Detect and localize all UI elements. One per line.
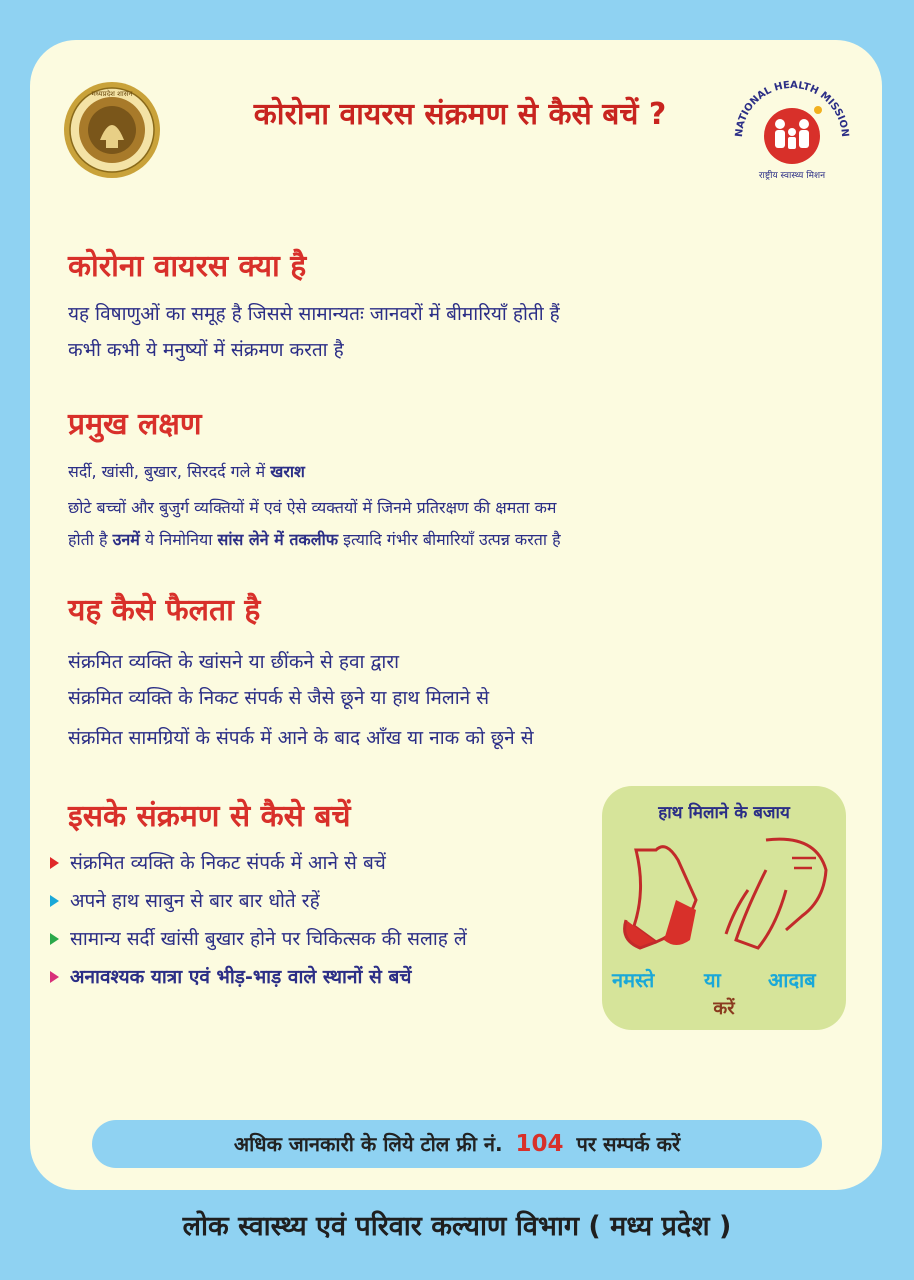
department-footer: लोक स्वास्थ्य एवं परिवार कल्याण विभाग ( मध्य प्रदेश ) — [182, 1211, 732, 1242]
list-item: संक्रमित व्यक्ति के निकट संपर्क में आने से बचें — [46, 848, 606, 878]
mp-government-emblem-icon — [62, 80, 162, 180]
prevention-list — [46, 848, 606, 1000]
folded-hands-illustration-icon — [616, 830, 832, 960]
spread-line-2: संक्रमित व्यक्ति के निकट संपर्क से जैसे छूने या हाथ मिलाने से — [68, 687, 490, 709]
what-line-1: यह विषाणुओं का समूह है जिससे सामान्यतः जानवरों में बीमारियाँ होती हैं — [68, 303, 560, 325]
bullet-triangle-icon — [50, 857, 59, 869]
list-item: अपने हाथ साबुन से बार बार धोते रहें — [46, 886, 606, 916]
emblem-text: मध्यप्रदेश शासन — [91, 90, 133, 98]
helpline-banner — [92, 1120, 822, 1168]
bullet-triangle-icon — [50, 895, 59, 907]
symptoms-line-3: होती है उनमें ये निमोनिया सांस लेने में तकलीफ इत्यादि गंभीर बीमारियाँ उत्पन्न करता है — [68, 530, 561, 549]
greeting-box-title: हाथ मिलाने के बजाय — [658, 803, 790, 823]
heading-prevention: इसके संक्रमण से कैसे बचें — [68, 799, 351, 834]
heading-what-is-corona: कोरोना वायरस क्या है — [68, 249, 307, 284]
helpline-text-after: पर सम्पर्क करें — [576, 1132, 681, 1156]
greeting-adab: आदाब — [768, 968, 816, 992]
heading-how-it-spreads: यह कैसे फैलता है — [68, 593, 261, 628]
nhm-hindi-label: राष्ट्रीय स्वास्थ्य मिशन — [758, 171, 826, 181]
spread-line-3: संक्रमित सामग्रियों के संपर्क में आने के बाद आँख या नाक को छूने से — [68, 727, 534, 749]
greeting-karen: करें — [713, 998, 735, 1019]
page-title: कोरोना वायरस संक्रमण से कैसे बचें ? — [253, 97, 667, 132]
heading-symptoms: प्रमुख लक्षण — [68, 407, 202, 442]
what-line-2: कभी कभी ये मनुष्यों में संक्रमण करता है — [68, 339, 344, 361]
symptoms-line-1: सर्दी, खांसी, बुखार, सिरदर्द गले में खराश — [68, 462, 305, 481]
helpline-number: 104 — [515, 1131, 564, 1157]
nhm-arc-text: NATIONAL HEALTH MISSION — [733, 79, 851, 138]
national-health-mission-logo-icon — [726, 66, 858, 184]
greeting-namaste: नमस्ते — [612, 968, 655, 992]
spread-line-1: संक्रमित व्यक्ति के खांसने या छींकने से हवा द्वारा — [68, 651, 400, 673]
list-item: अनावश्यक यात्रा एवं भीड़-भाड़ वाले स्थानों से बचें — [46, 962, 606, 992]
greeting-illustration-box — [602, 786, 846, 1030]
bullet-triangle-icon — [50, 933, 59, 945]
greeting-ya: या — [704, 968, 721, 992]
bullet-triangle-icon — [50, 971, 59, 983]
helpline-text-before: अधिक जानकारी के लिये टोल फ्री नं. — [233, 1132, 503, 1156]
symptoms-line-2: छोटे बच्चों और बुजुर्ग व्यक्तियों में एवं ऐसे व्यक्तयों में जिनमे प्रतिरक्षण की क्षमता कम — [68, 498, 557, 517]
list-item: सामान्य सर्दी खांसी बुखार होने पर चिकित्सक की सलाह लें — [46, 924, 606, 954]
